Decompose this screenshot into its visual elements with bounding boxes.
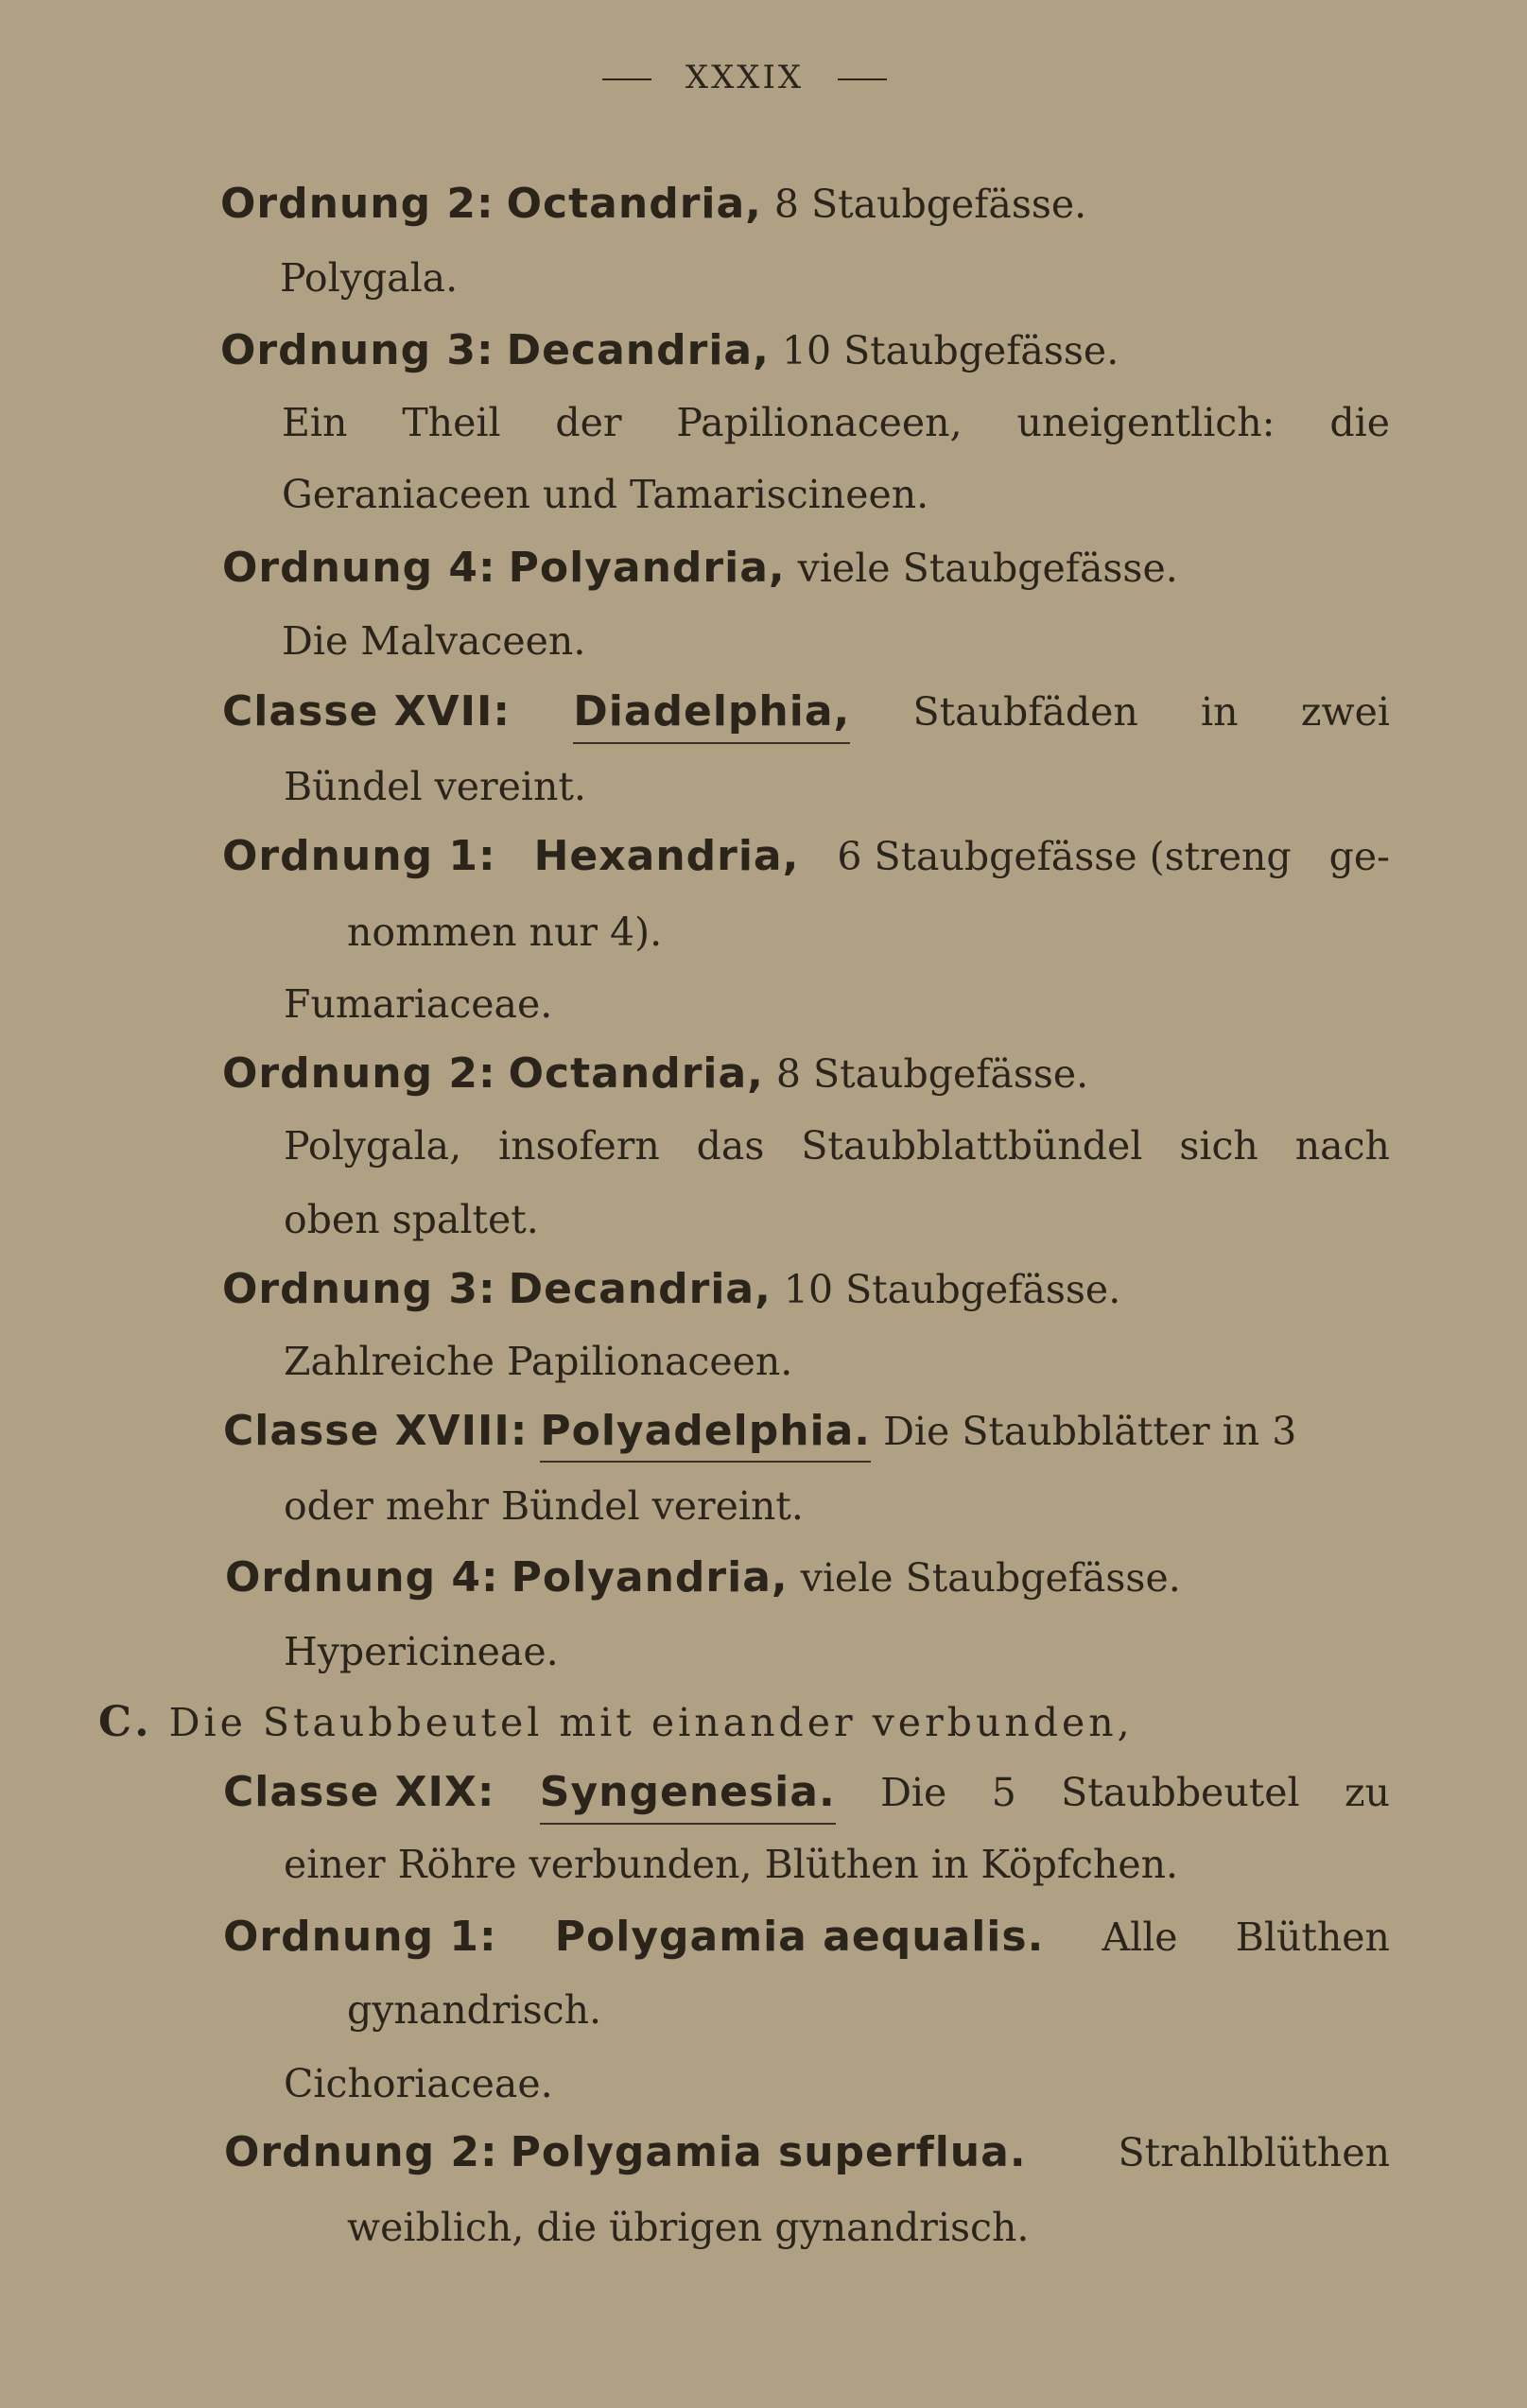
word: der [555,400,622,445]
order-description: viele Staubgefässe. [797,546,1178,591]
word: Ein [282,400,348,445]
order-label: Ordnung 1: [222,832,496,880]
order-description: 6 Staubgefässe (streng [837,834,1292,879]
order-label: Ordnung 2: [224,2128,498,2176]
order-name: Decandria, [506,326,770,374]
order-line [222,544,1178,593]
header-dash-right [838,78,887,80]
word: 5 [991,1770,1016,1815]
class-label: Classe XVIII: [223,1407,529,1455]
word: das [696,1123,765,1169]
order-name: Polygamia superflua. [510,2128,1027,2176]
example-line: Polygala. [280,255,459,301]
order-name: Hexandria, [533,832,800,880]
class-name: Polyadelphia. [540,1407,871,1463]
order-name: Polygamia aequalis. [554,1913,1045,1961]
example-line: Zahlreiche Papilionaceen. [284,1339,793,1384]
section-text: Die Staubbeutel mit einander verbunden, [168,1700,1134,1745]
word: sich [1179,1123,1258,1169]
word: Theil [402,400,501,445]
order-label: Ordnung 4: [222,544,496,592]
order-line [222,832,1390,881]
example-line: Geraniaceen und Tamariscineen. [282,472,929,517]
class-line [222,687,1390,744]
class-line [223,1407,1296,1456]
word: Blüthen [1235,1914,1390,1960]
order-description: viele Staubgefässe. [800,1555,1181,1601]
order-description: 10 Staubgefässe. [783,1267,1121,1312]
page-number: XXXIX [685,59,805,96]
text-line: Bündel vereint. [284,764,586,809]
order-name: Polyandria, [508,544,786,592]
order-name: Decandria, [508,1265,772,1313]
word: Staubfäden [912,689,1138,735]
class-name: Diadelphia, [573,687,850,744]
page-header [0,59,1489,96]
example-line: Fumariaceae. [284,981,553,1027]
example-line: Die Malvaceen. [282,618,586,664]
word: Die [880,1770,947,1815]
order-label: Ordnung 1: [223,1913,497,1961]
text-line-justified [282,398,1390,447]
word: Staubbeutel [1061,1770,1300,1815]
word: insofern [498,1123,660,1169]
word: zu [1344,1770,1390,1815]
word: Papilionaceen, [676,400,963,445]
order-name: Octandria, [506,180,762,228]
text-line: weiblich, die übrigen gynandrisch. [347,2205,1030,2250]
order-line [224,2128,1390,2177]
order-label: Ordnung 4: [225,1553,499,1602]
order-description: 8 Staubgefässe. [773,182,1087,227]
class-line [223,1768,1390,1825]
order-name: Octandria, [508,1049,764,1098]
order-label: Ordnung 3: [220,326,495,374]
text-line: oben spaltet. [284,1197,539,1242]
text-line: nommen nur 4). [347,909,663,955]
text-line: einer Röhre verbunden, Blüthen in Köpfchen. [284,1842,1179,1887]
order-label: Ordnung 2: [220,180,495,228]
order-label: Ordnung 2: [222,1049,496,1098]
order-line [225,1553,1181,1602]
word: Alle [1102,1914,1178,1960]
class-label: Classe XIX: [223,1768,495,1816]
word: Staubblattbündel [801,1123,1143,1169]
order-name: Polyandria, [511,1553,789,1602]
text-line: oder mehr Bündel vereint. [284,1483,804,1529]
section-line [98,1698,1134,1747]
word: in [1201,689,1239,735]
section-letter: C. [98,1698,153,1746]
order-description: 10 Staubgefässe. [781,328,1119,373]
order-line [223,1913,1390,1962]
word: die [1329,400,1390,445]
word: uneigentlich: [1016,400,1275,445]
order-line [220,326,1119,375]
class-name: Syngenesia. [540,1768,836,1825]
word: Polygala, [284,1123,462,1169]
order-label: Ordnung 3: [222,1265,496,1313]
order-line [222,1049,1088,1099]
word: ge- [1328,834,1390,879]
order-description: 8 Staubgefässe. [775,1051,1089,1097]
example-line: Hypericineae. [284,1629,559,1674]
header-dash-left [602,78,651,80]
text-line: gynandrisch. [347,1987,602,2033]
class-description: Die Staubblätter in 3 [883,1409,1297,1454]
order-line [222,1265,1120,1314]
text-line-justified [284,1121,1390,1170]
order-description: Strahlblüthen [1118,2130,1390,2175]
example-line: Cichoriaceae. [284,2061,553,2106]
word: nach [1294,1123,1390,1169]
class-label: Classe XVII: [222,687,511,736]
order-line [220,180,1086,229]
word: zwei [1300,689,1390,735]
